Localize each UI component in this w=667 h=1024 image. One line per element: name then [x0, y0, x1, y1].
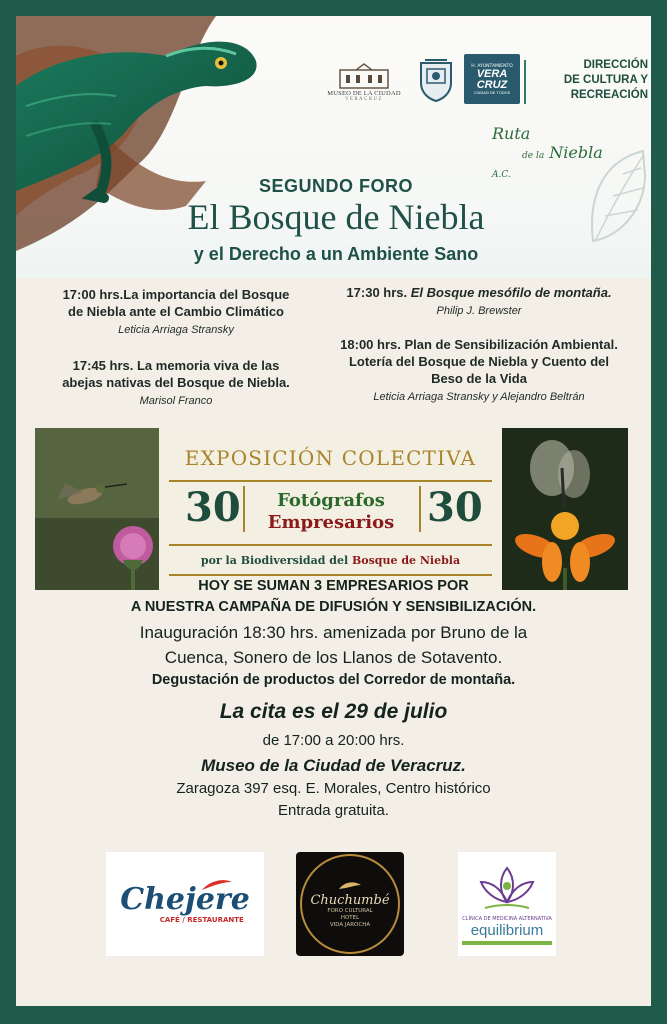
foro-title: El Bosque de Niebla	[187, 197, 485, 237]
event-entry: Entrada gratuita.	[278, 802, 389, 819]
sonero-line: Cuenca, Sonero de los Llanos de Sotavento.	[164, 648, 503, 667]
program-speaker: Philip J. Brewster	[436, 305, 522, 317]
museum-building-icon	[336, 62, 392, 90]
event-address: Zaragoza 397 esq. E. Morales, Centro histórico	[176, 780, 491, 797]
ayuntamiento-name: VERA CRUZ	[476, 67, 508, 91]
program-topic: La memoria viva de las abejas nativas del Bosque de Niebla.	[62, 358, 290, 390]
equilibrium-name: equilibrium	[470, 921, 544, 939]
divider-right	[419, 486, 421, 532]
direccion-cultura	[530, 58, 648, 103]
chuchumbe-bird-icon	[337, 879, 363, 893]
count-left: 30	[185, 484, 241, 531]
butterfly-photo	[502, 428, 628, 590]
poster	[16, 16, 651, 1006]
divider-footer	[169, 574, 492, 576]
ruta-line-3: Niebla	[549, 143, 603, 162]
direccion-line-1: DIRECCIÓN	[583, 59, 648, 71]
coat-of-arms-icon	[417, 57, 455, 103]
butterfly-flower-image	[502, 428, 628, 590]
chejere-swoosh-icon	[200, 878, 234, 892]
ayuntamiento-tag: CIUDAD DE TODOS	[473, 89, 511, 95]
direccion-divider	[524, 60, 526, 104]
lotus-icon	[475, 864, 539, 912]
ruta-line-2: de la	[522, 151, 545, 161]
event-hours: de 17:00 a 20:00 hrs.	[262, 732, 405, 749]
exposicion-banner	[16, 428, 651, 594]
fotografos-label: Fotógrafos	[277, 490, 385, 511]
chuchumbe-line-1: FORO CULTURAL	[327, 908, 373, 914]
chejere-logo	[106, 852, 264, 956]
ayuntamiento-label: H. AYUNTAMIENTO	[471, 63, 513, 69]
coat-of-arms-logo	[416, 56, 456, 104]
inauguracion-line: Inauguración 18:30 hrs. amenizada por Bruno de la	[139, 623, 528, 642]
program-speaker: Leticia Arriaga Stransky y Alejandro Beltrán	[373, 391, 585, 403]
empresarios-label: Empresarios	[267, 512, 395, 533]
exposicion-title: EXPOSICIÓN COLECTIVA	[184, 446, 477, 470]
foro-subtitle: y el Derecho a un Ambiente Sano	[193, 244, 479, 264]
program-topic: Plan de Sensibilización Ambiental. Lotería del Bosque de Niebla y Cuento del Beso de la Vida	[348, 337, 618, 386]
museo-logo	[322, 54, 406, 110]
poster-header	[16, 16, 651, 278]
count-right: 30	[427, 484, 483, 531]
program-speaker: Marisol Franco	[139, 395, 213, 407]
chuchumbe-name: Chuchumbé	[310, 893, 390, 908]
chuchumbe-line-3: VIDA JAROCHA	[329, 922, 371, 928]
equilibrium-tag: CLÍNICA DE MEDICINA ALTERNATIVA	[462, 915, 552, 922]
program-time: 18:00 hrs.	[340, 337, 401, 352]
hummingbird-photo	[35, 428, 159, 590]
announcement-line-2: A NUESTRA CAMPAÑA DE DIFUSIÓN Y SENSIBILIZACIÓN.	[130, 599, 537, 615]
event-date: La cita es el 29 de julio	[219, 700, 448, 723]
monstera-leaf-icon	[583, 146, 647, 256]
divider-bottom	[169, 544, 492, 546]
museo-name: MUSEO DE LA CIUDAD	[327, 90, 401, 97]
equilibrium-logo	[458, 852, 556, 956]
biodiversidad-text: por la Biodiversidad del	[200, 554, 352, 567]
direccion-line-2: DE CULTURA Y	[563, 74, 648, 86]
ruta-suffix: A.C.	[492, 170, 511, 180]
program-speaker: Leticia Arriaga Stransky	[118, 324, 234, 336]
program-item-1700	[56, 286, 296, 339]
hummingbird-thistle-image	[35, 428, 159, 590]
ayuntamiento-logo	[464, 54, 520, 104]
program-time: 17:30 hrs.	[346, 285, 408, 300]
chejere-tag: CAFÉ / RESTAURANTE	[159, 916, 244, 924]
divider-top	[169, 480, 492, 482]
program-topic: El Bosque mesófilo de montaña.	[410, 285, 612, 300]
program-time: 17:45 hrs.	[72, 358, 134, 373]
direccion-line-3: RECREACIÓN	[570, 89, 648, 101]
degustacion-line: Degustación de productos del Corredor de montaña.	[151, 672, 516, 688]
museo-city: VERACRUZ	[345, 97, 383, 102]
program-item-1800	[334, 336, 624, 406]
program-item-1745	[56, 357, 296, 410]
biodiversidad-line	[159, 554, 502, 567]
chuchumbe-line-2: HOTEL	[340, 915, 360, 921]
program-topic: La importancia del Bosque de Niebla ante el Cambio Climático	[68, 287, 290, 319]
bosque-niebla-text: Bosque de Niebla	[351, 554, 461, 567]
program-time: 17:00 hrs.	[62, 287, 124, 302]
chuchumbe-logo	[296, 852, 404, 956]
exposicion-panel	[159, 428, 502, 590]
foro-kicker: SEGUNDO FORO	[258, 176, 413, 196]
equilibrium-bar	[462, 941, 552, 945]
program-item-1730	[334, 284, 624, 320]
announcement-line-1: HOY SE SUMAN 3 EMPRESARIOS POR	[198, 578, 469, 594]
ruta-line-1: Ruta	[492, 124, 531, 143]
event-venue: Museo de la Ciudad de Veracruz.	[201, 756, 466, 775]
chejere-name: Chejere	[120, 882, 250, 917]
